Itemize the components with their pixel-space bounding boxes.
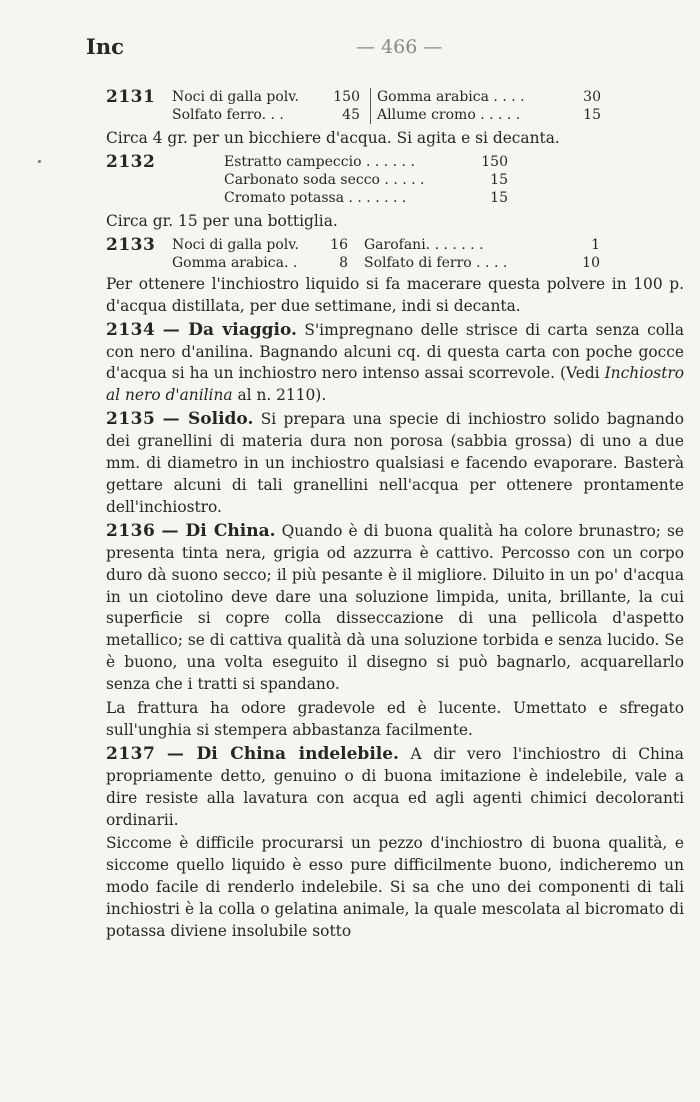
section-title: — Da viaggio. [162,319,297,340]
section-title: — Di China. [161,520,276,541]
ingredients-table [172,236,600,272]
section-number: 2134 [106,319,156,340]
ingredient-row [224,171,508,189]
ingredient-name: Gomma arabica. . [172,254,298,271]
section-text: Quando è di buona qualità ha colore brunastro; se presenta tinta nera, grigia od azzurra è cattivo. Percosso con un corpo duro dà suono secco; il più pesante è il migliore. Diluito in un po' d'acqua in un ciotolino deve dare una soluzione limpida, unita, brillante, la cui superficie si copre colla disseccazione di una pellicola d'aspetto metallico; se di cattiva qualità dà una soluzione torbida e senza lucido. Se è buono, una volta eseguito il disegno si può bagnarlo, acquarellarlo senza che i tratti si spandano. [106,521,684,694]
section-2134 [106,320,684,408]
section-2136 [106,521,684,696]
ingredient-qty: 16 [330,236,348,253]
ingredient-row [172,88,601,106]
recipe-note: Circa 4 gr. per un bicchiere d'acqua. Si agita e si decanta. [106,129,560,147]
running-title: Inc [86,34,124,59]
section-text: Si prepara una specie di inchiostro solido bagnando dei granellini di materia dura non porosa (sabbia grossa) di uno a due mm. di diametro in un inchiostro qualsiasi e facendo evaporare. Basterà gettare alcuni di tali granellini nell'acqua per ottenere prontamente dell'inchiostro. [106,410,684,516]
ingredient-qty: 45 [342,107,360,123]
ingredient-qty: 15 [490,189,508,206]
paragraph: Siccome è difficile procurarsi un pezzo d'inchiostro di buona qualità, e siccome quello liquido è esso pure difficilmente buono, indicheremo un modo facile di renderlo indelebile. Si sa che uno dei componenti di tali inchiostri è la colla o gelatina animale, la quale mescolata al bicromato di potassa diviene insolubile sotto [106,834,684,941]
section-2137 [106,744,684,832]
recipe-number: 2133 [106,234,156,255]
section-text: A dir vero l'inchiostro di China propriamente detto, genuino o di buona imitazione è indelebile, vale a dire resiste alla lavatura con acqua ed agli agenti chimici decoloranti ordinarii. [106,744,684,829]
ingredient-name: Carbonato soda secco . . . . . [224,171,425,188]
cross-reference: Inchiostro al nero d'anilina [106,364,684,405]
paragraph: La frattura ha odore gradevole ed è lucente. Umettato e sfregato sull'unghia si stempera abbastanza facilmente. [106,699,684,739]
section-number: 2135 [106,409,156,430]
recipe-note: Circa gr. 15 per una bottiglia. [106,211,338,230]
ingredient-row [172,236,600,254]
ingredient-name: Cromato potassa . . . . . . . [224,189,407,206]
section-number: 2137 [106,743,156,764]
ingredient-row [224,153,508,171]
ingredient-name: Noci di galla polv. [172,89,299,105]
margin-speck [38,160,41,163]
recipe-note: Per ottenere l'inchiostro liquido si fa macerare questa polvere in 100 p. d'acqua distillata, per due settimane, indi si decanta. [106,274,684,315]
ingredient-qty: 150 [481,153,508,170]
recipe-number: 2132 [106,151,156,172]
recipe-2133 [106,236,684,272]
ingredient-qty: 1 [591,236,600,253]
section-text: S'impregnano delle strisce di carta senza colla con nero d'anilina. Bagnando alcuni cq. di questa carta con poche gocce d'acqua si ha un inchiostro nero intenso assai scorrevole. (Vedi [106,320,684,383]
ingredients-table [172,88,601,124]
ingredient-qty: 30 [583,89,601,105]
ingredient-row [224,189,508,207]
ingredient-row [172,254,600,272]
section-number: 2136 [106,520,156,541]
ingredient-qty: 15 [490,171,508,188]
ingredient-name: Estratto campeccio . . . . . . [224,153,415,170]
page-body [106,88,684,943]
ingredient-qty: 8 [339,254,348,271]
ingredients-table [224,153,508,207]
recipe-number: 2131 [106,87,156,107]
page-header [86,34,680,64]
recipe-2131 [106,88,684,124]
section-title: — Solido. [162,409,254,430]
recipe-2132 [106,153,684,207]
page-number: — 466 — [356,36,443,58]
ingredient-name: Solfato di ferro . . . . [364,254,508,271]
ingredient-qty: 10 [582,254,600,271]
ingredient-row [172,106,601,124]
ingredient-qty: 150 [333,89,360,105]
ingredient-name: Allume cromo . . . . . [371,106,576,124]
ingredient-name: Garofani. . . . . . . [364,236,484,253]
section-text: al n. 2110). [232,386,327,405]
section-2135 [106,409,684,519]
ingredient-name: Gomma arabica . . . . [371,88,576,106]
ingredient-qty: 15 [583,107,601,123]
ingredient-name: Noci di galla polv. [172,236,299,253]
section-title: — Di China indelebile. [166,743,399,764]
ingredient-name: Solfato ferro. . . [172,107,284,123]
